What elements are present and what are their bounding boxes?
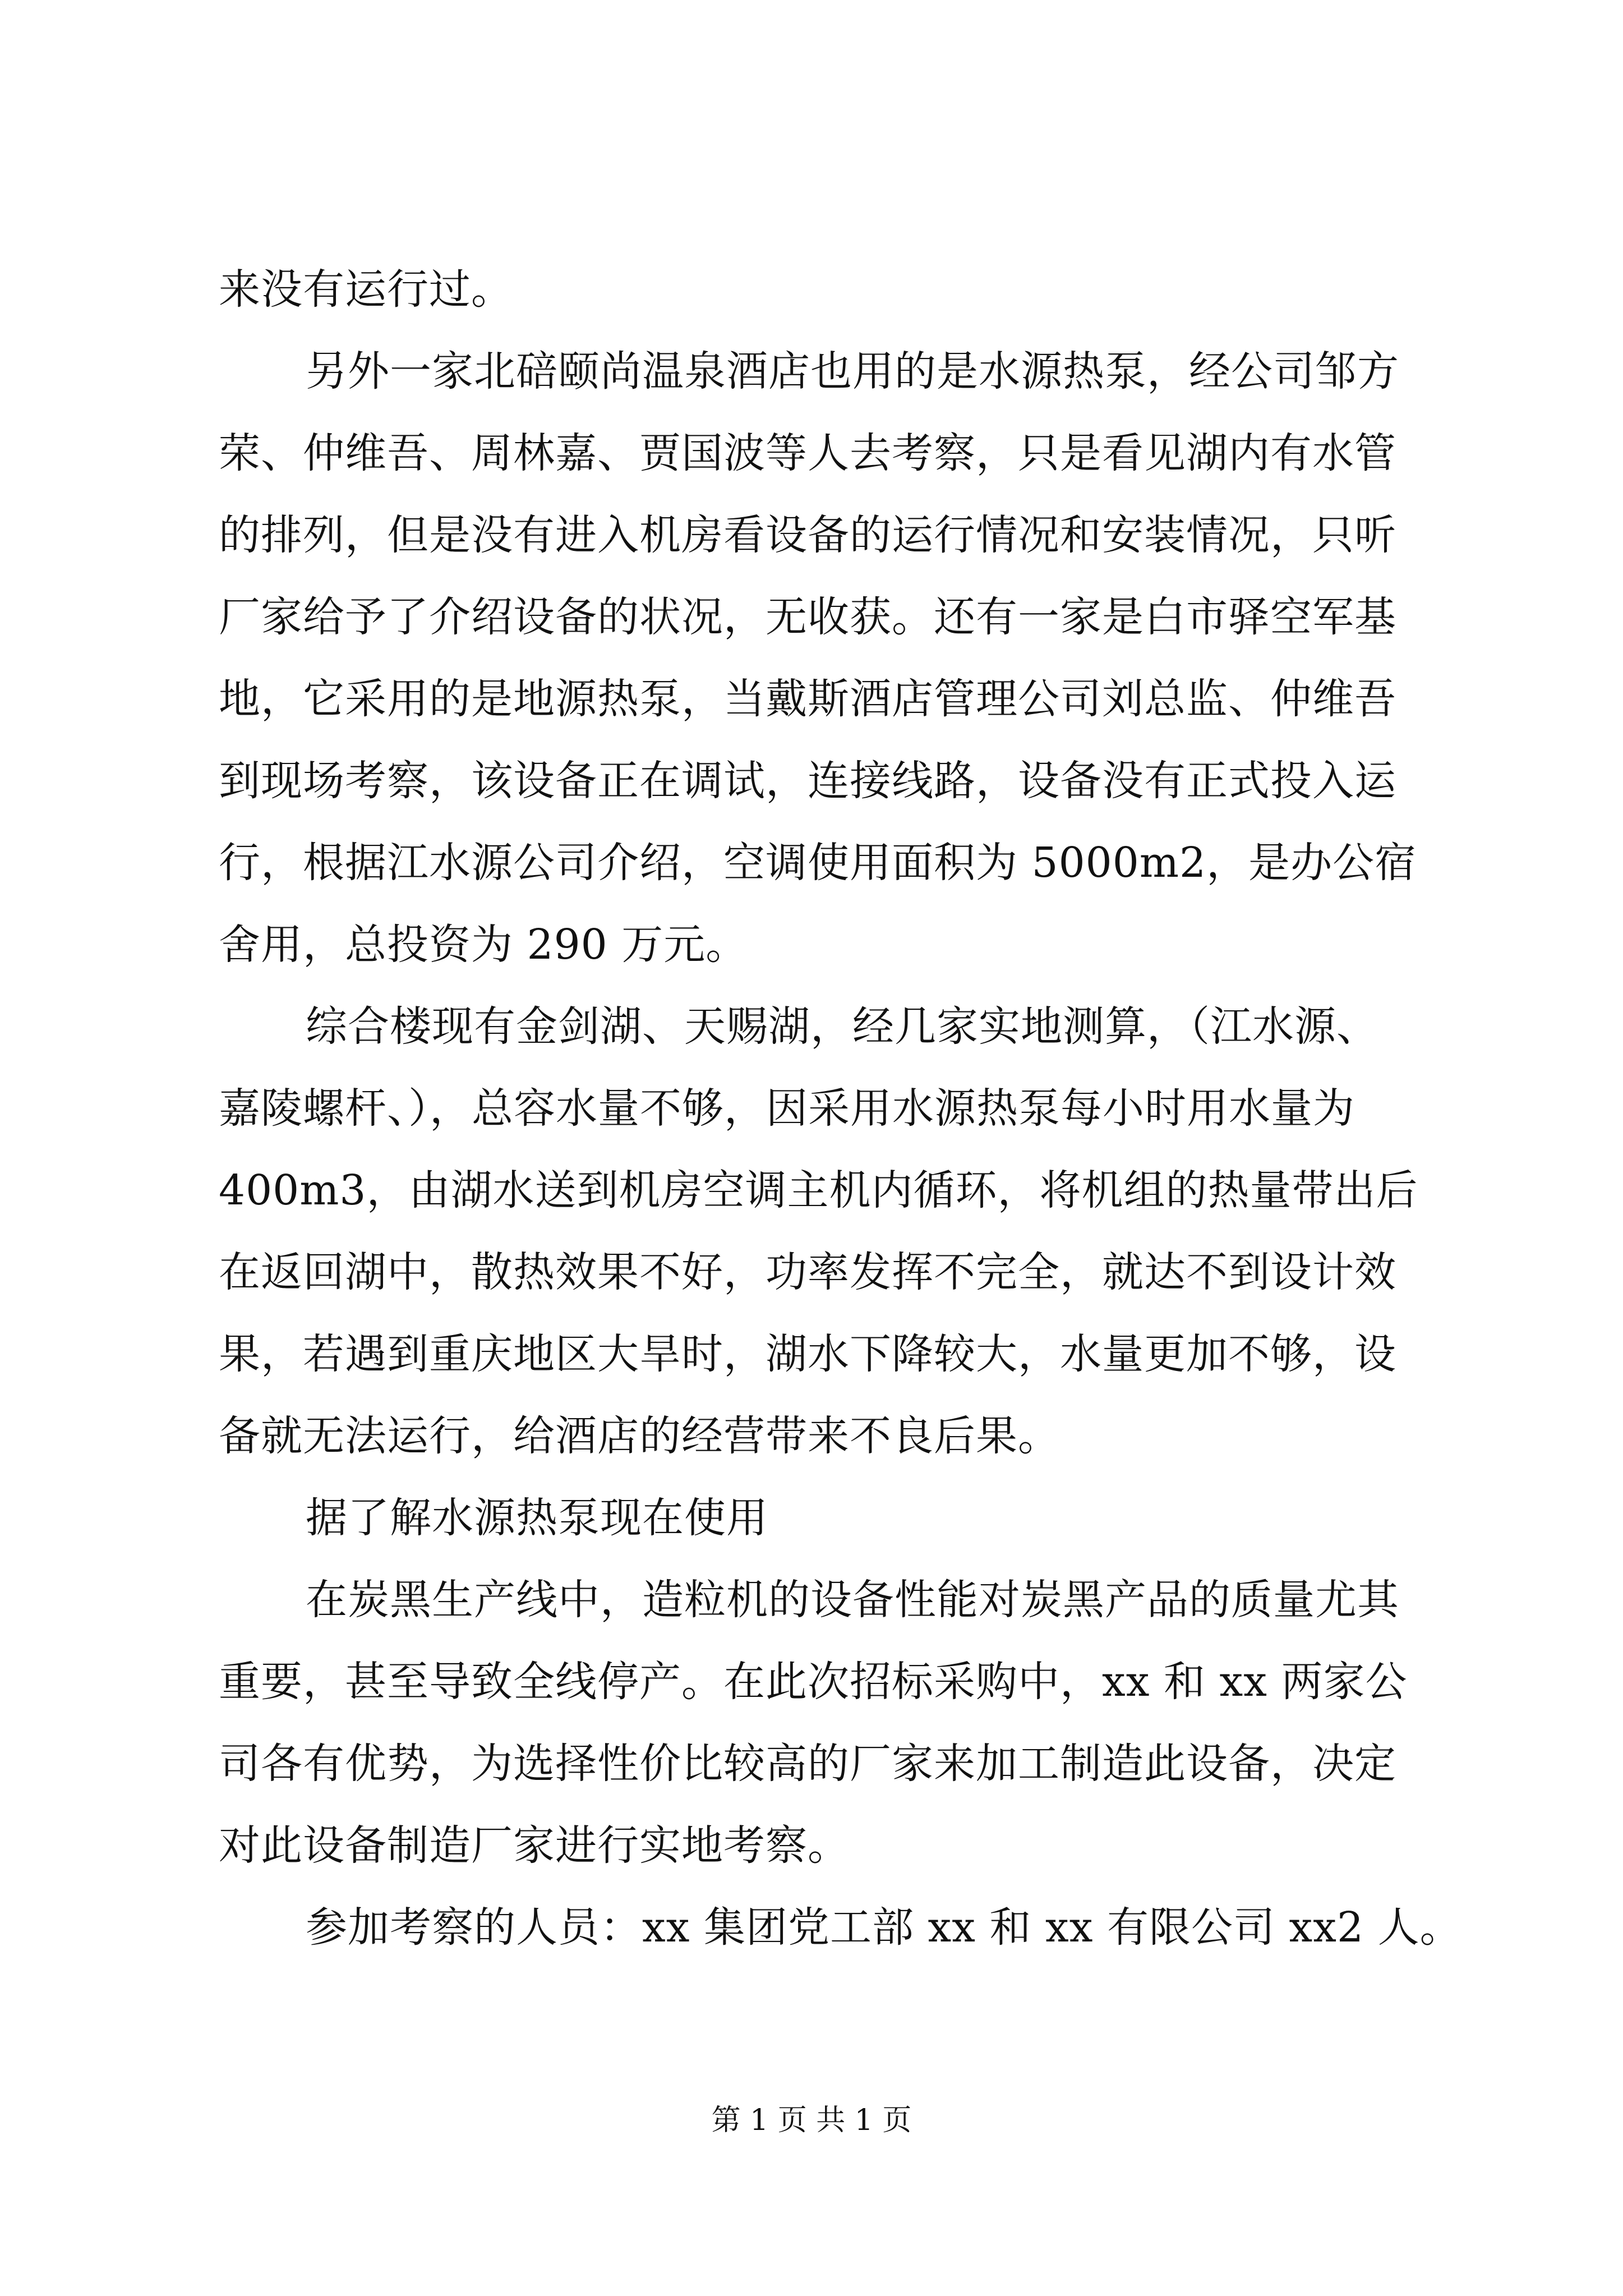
text-line: 司各有优势，为选择性价比较高的厂家来加工制造此设备，决定 [219,1740,1396,1788]
text-line: 果，若遇到重庆地区大旱时，湖水下降较大，水量更加不够，设 [219,1330,1396,1378]
text-line: 荣、仲维吾、周林嘉、贾国波等人去考察，只是看见湖内有水管 [219,429,1396,477]
text-line: 来没有运行过。 [219,265,513,314]
text-line: 厂家给予了介绍设备的状况，无收获。还有一家是白市驿空军基 [219,593,1396,641]
paragraph-start-line: 参加考察的人员：xx 集团党工部 xx 和 xx 有限公司 xx2 人。 [306,1903,1462,1952]
text-line: 舍用，总投资为 290 万元。 [219,921,748,969]
text-line: 的排列，但是没有进入机房看设备的运行情况和安装情况，只听 [219,511,1396,559]
text-line: 到现场考察，该设备正在调试，连接线路，设备没有正式投入运 [219,757,1396,805]
paragraph-start-line: 在炭黑生产线中，造粒机的设备性能对炭黑产品的质量尤其 [306,1576,1399,1624]
paragraph-start-line: 综合楼现有金剑湖、天赐湖，经几家实地测算，（江水源、 [306,1002,1378,1051]
paragraph-start-line: 据了解水源热泵现在使用 [306,1494,768,1542]
text-line: 备就无法运行，给酒店的经营带来不良后果。 [219,1412,1060,1460]
text-line: 嘉陵螺杆、），总容水量不够，因采用水源热泵每小时用水量为 [219,1084,1355,1133]
page-footer: 第 1 页 共 1 页 [711,2104,912,2137]
text-line: 地，它采用的是地源热泵，当戴斯酒店管理公司刘总监、仲维吾 [219,675,1396,723]
text-line: 重要，甚至导致全线停产。在此次招标采购中，xx 和 xx 两家公 [219,1658,1408,1706]
text-line: 对此设备制造厂家进行实地考察。 [219,1821,850,1870]
text-line: 400m3，由湖水送到机房空调主机内循环，将机组的热量带出后 [219,1166,1418,1214]
text-line: 行，根据江水源公司介绍，空调使用面积为 5000m2，是办公宿 [219,839,1417,887]
text-line: 在返回湖中，散热效果不好，功率发挥不完全，就达不到设计效 [219,1248,1396,1296]
paragraph-start-line: 另外一家北碚颐尚温泉酒店也用的是水源热泵，经公司邹方 [306,347,1399,395]
